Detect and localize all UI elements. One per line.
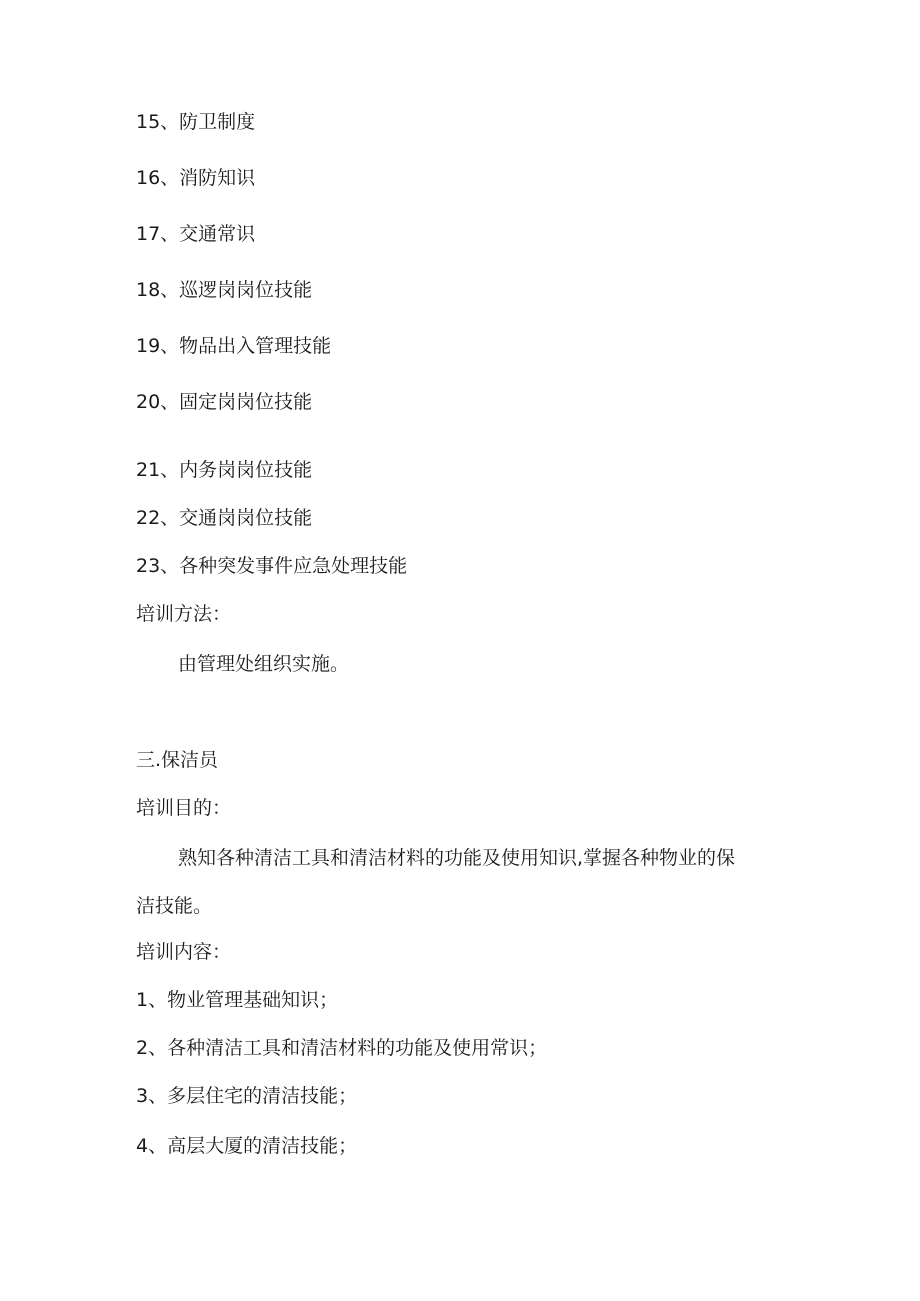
training-method-text: 由管理处组织实施。 [178, 653, 350, 675]
list-item-security-20: 20、固定岗岗位技能 [136, 391, 313, 413]
list-item-security-19: 19、物品出入管理技能 [136, 335, 332, 357]
list-item-security-22: 22、交通岗岗位技能 [136, 507, 313, 529]
list-item-security-15: 15、防卫制度 [136, 111, 256, 133]
list-item-cleaner-1: 1、物业管理基础知识； [136, 989, 339, 1011]
training-purpose-heading: 培训目的： [136, 797, 232, 819]
list-item-security-23: 23、各种突发事件应急处理技能 [136, 555, 408, 577]
list-item-security-18: 18、巡逻岗岗位技能 [136, 279, 313, 301]
training-method-heading: 培训方法： [136, 603, 232, 625]
list-item-security-16: 16、消防知识 [136, 167, 256, 189]
list-item-cleaner-3: 3、多层住宅的清洁技能； [136, 1085, 358, 1107]
training-content-heading: 培训内容： [136, 941, 232, 963]
list-item-security-21: 21、内务岗岗位技能 [136, 459, 313, 481]
list-item-cleaner-4: 4、高层大厦的清洁技能； [136, 1135, 358, 1157]
list-item-cleaner-2: 2、各种清洁工具和清洁材料的功能及使用常识； [136, 1037, 548, 1059]
section-title-cleaner: 三.保洁员 [136, 749, 219, 771]
list-item-security-17: 17、交通常识 [136, 223, 256, 245]
training-purpose-line-2: 洁技能。 [136, 895, 213, 917]
training-purpose-line-1: 熟知各种清洁工具和清洁材料的功能及使用知识,掌握各种物业的保 [178, 847, 736, 869]
